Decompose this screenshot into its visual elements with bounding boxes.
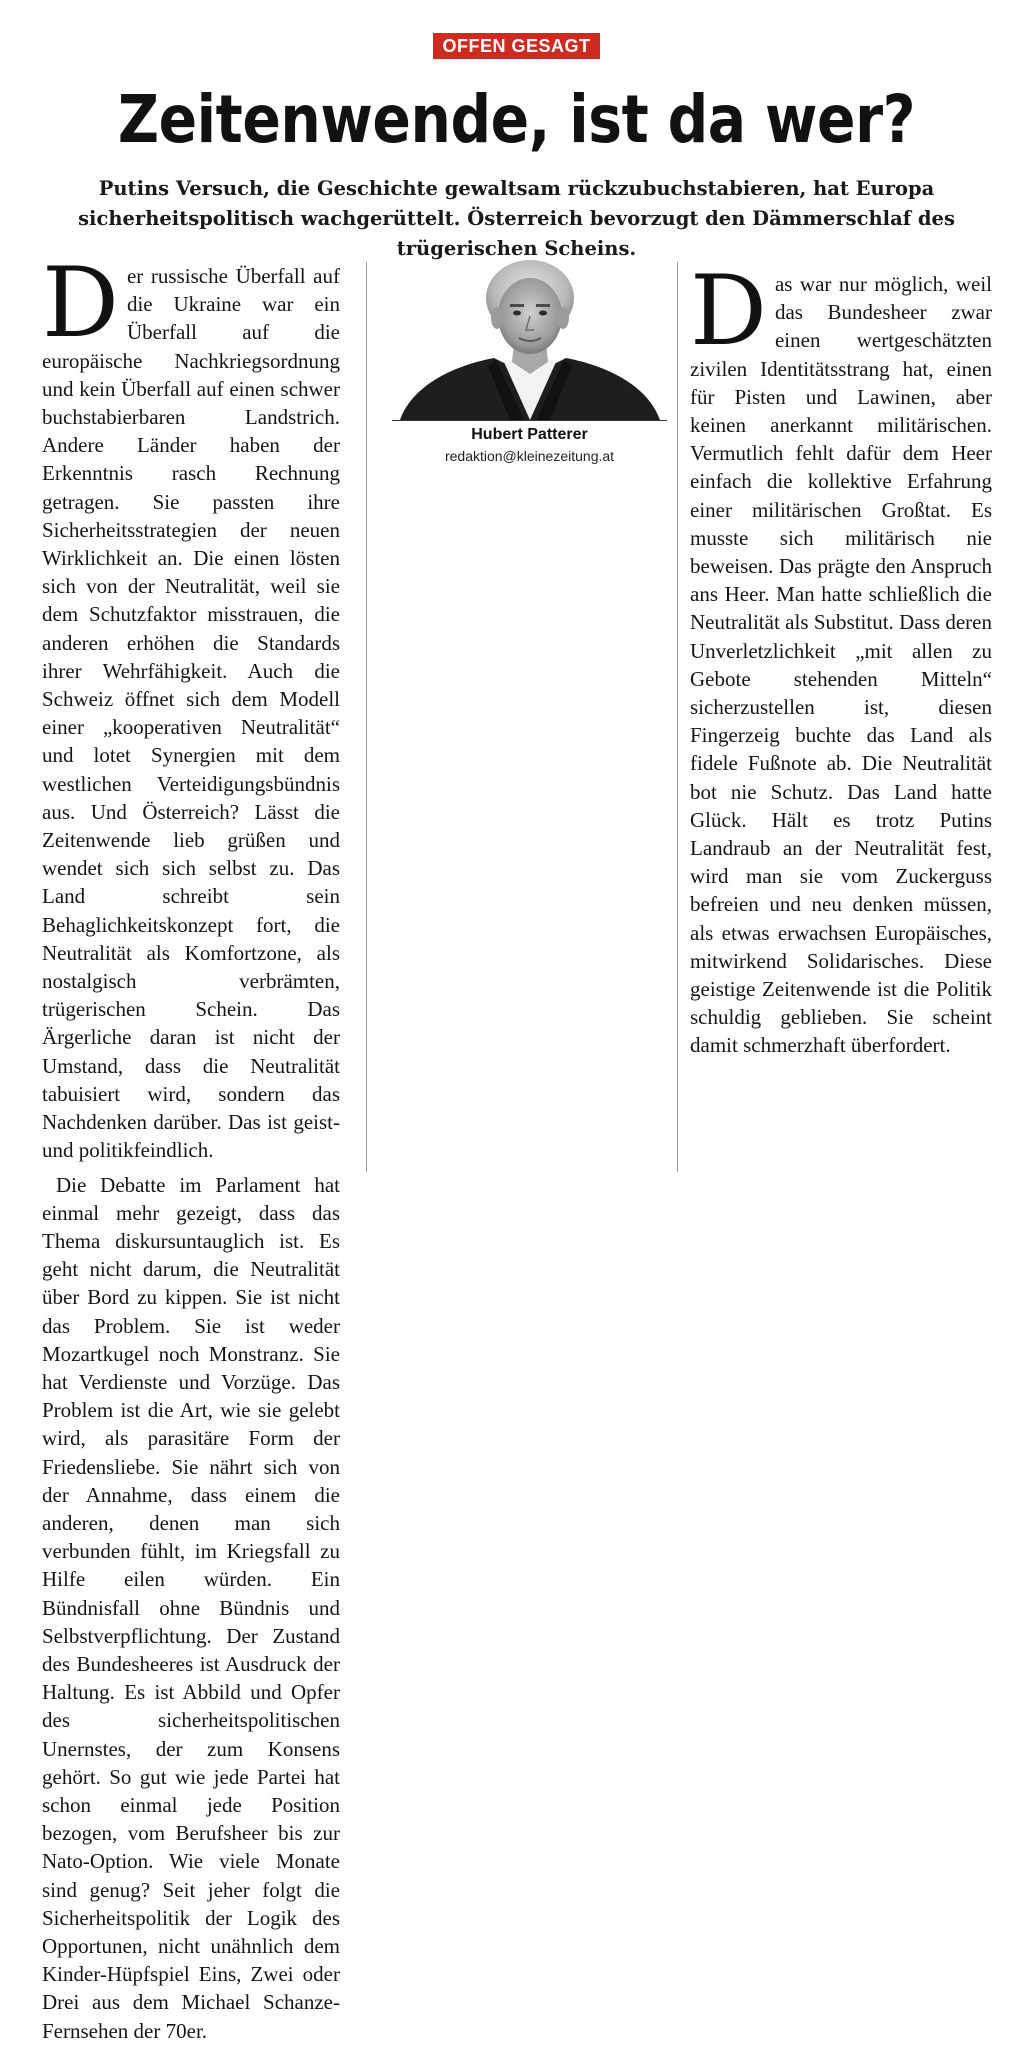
paragraph-3-text: as war nur möglich, weil das Bundesheer zwar einen wertgeschätzten zivilen Identitätsstrang hat, einen für Pisten und Lawinen, aber keinen anerkannt militärischen. Vermutlich fehlt dafür dem Heer einfach die kollektive Erfahrung einer militärischen Großtat. Es musste sich militärisch nie beweisen. Das prägte den Anspruch ans Heer. Man hatte schließlich die Neutralität als Substitut. Dass deren Unverletzlichkeit „mit allen zu Gebote stehenden Mitteln“ sicherzustellen ist, diesen Fingerzeig buchte das Land als fidele Fußnote ab. Die Neutralität bot nie Schutz. Das Land hatte Glück. Hält es trotz Putins Landraub an der Neutralität fest, wird man sie vom Zuckerguss befreien und neu denken müssen, als etwas erwachsen Europäisches, mitwirkend Solidarisches. Diese geistige Zeitenwende ist die Politik schuldig geblieben. Sie scheint damit schmerzhaft überfordert. — [690, 272, 992, 1058]
deck-subheadline: Putins Versuch, die Geschichte gewaltsam rückzubuchstabieren, hat Europa sicherheitspolitisch wachgerüttelt. Österreich bevorzugt den Dämmerschlaf des trügerischen Scheins. — [78, 177, 955, 260]
article-column-3 — [690, 255, 992, 1177]
headline: Zeitenwende, ist da wer? — [117, 81, 916, 158]
article-column-2 — [392, 494, 667, 1177]
author-email: redaktion@kleinezeitung.at — [444, 448, 615, 464]
paragraph-2-text: Die Debatte im Parlament hat einmal mehr gezeigt, dass das Thema diskursuntauglich ist. Es geht nicht darum, die Neutralität über Bord zu kippen. Sie ist nicht das Problem. Sie ist weder Mozartkugel noch Monstranz. Sie hat Verdienste und Vorzüge. Das Problem ist die Art, wie sie gelebt wird, als parasitäre Form der Friedensliebe. Sie nährt sich von der Annahme, dass einem die anderen, denen man sich verbunden fühlt, im Kriegsfall zu Hilfe eilen würden. Ein Bündnisfall ohne Bündnis und Selbstverpflichtung. Der Zustand des Bundesheeres ist Ausdruck der Haltung. Es ist Abbild und Opfer des sicherheitspolitischen Unernstes, der zum Konsens gehört. So gut wie jede Partei hat schon einmal jede Position bezogen, vom Berufsheer bis zur Nato-Option. Wie viele Monate sind genug? Seit jeher folgt die Sicherheitspolitik der Logik des Opportunen, nicht unähnlich dem Kinder-Hüpfspiel Eins, Zwei oder Drei aus dem Michael Schanze-Fernsehen der 70er. — [42, 1172, 340, 2043]
photo-divider — [392, 420, 667, 421]
column-rule-1 — [366, 262, 367, 1172]
article-paragraph-2 — [42, 1171, 340, 2045]
dropcap-2: D — [690, 255, 767, 367]
author-photo — [392, 258, 667, 420]
author-name: Hubert Patterer — [471, 426, 588, 443]
dropcap-1: D — [42, 247, 119, 359]
author-portrait-image — [392, 258, 667, 420]
column-rule-2 — [677, 262, 678, 1172]
paragraph-1-text: er russische Überfall auf die Ukraine war ein Überfall auf die europäische Nachkriegsordnung und kein Überfall auf einen schwer buchstabierbaren Landstrich. Andere Länder haben der Erkenntnis rasch Rechnung getragen. Sie passten ihre Sicherheitsstrategien der neuen Wirklichkeit an. Die einen lösten sich von der Neutralität, weil sie dem Schutzfaktor misstrauen, die anderen erhöhen die Standards ihrer Wehrfähigkeit. Auch die Schweiz öffnet sich dem Modell einer „kooperativen Neutralität“ und lotet Synergien mit dem westlichen Verteidigungsbündnis aus. Und Österreich? Lässt die Zeitenwende lieb grüßen und wendet sich sich selbst zu. Das Land schreibt sein Behaglichkeitskonzept fort, die Neutralität als Komfortzone, als nostalgisch verbrämten, trügerischen Schein. Das Ärgerliche daran ist nicht der Umstand, dass die Neutralität tabuisiert wird, sondern das Nachdenken darüber. Das ist geist- und politikfeindlich. — [42, 264, 340, 1163]
article-column-1 — [42, 247, 340, 2043]
article-paragraph-3 — [690, 255, 992, 1060]
article-paragraph-1 — [42, 247, 340, 1165]
rubric-label: OFFEN GESAGT — [433, 33, 599, 59]
rubric-wrapper — [0, 33, 1033, 59]
